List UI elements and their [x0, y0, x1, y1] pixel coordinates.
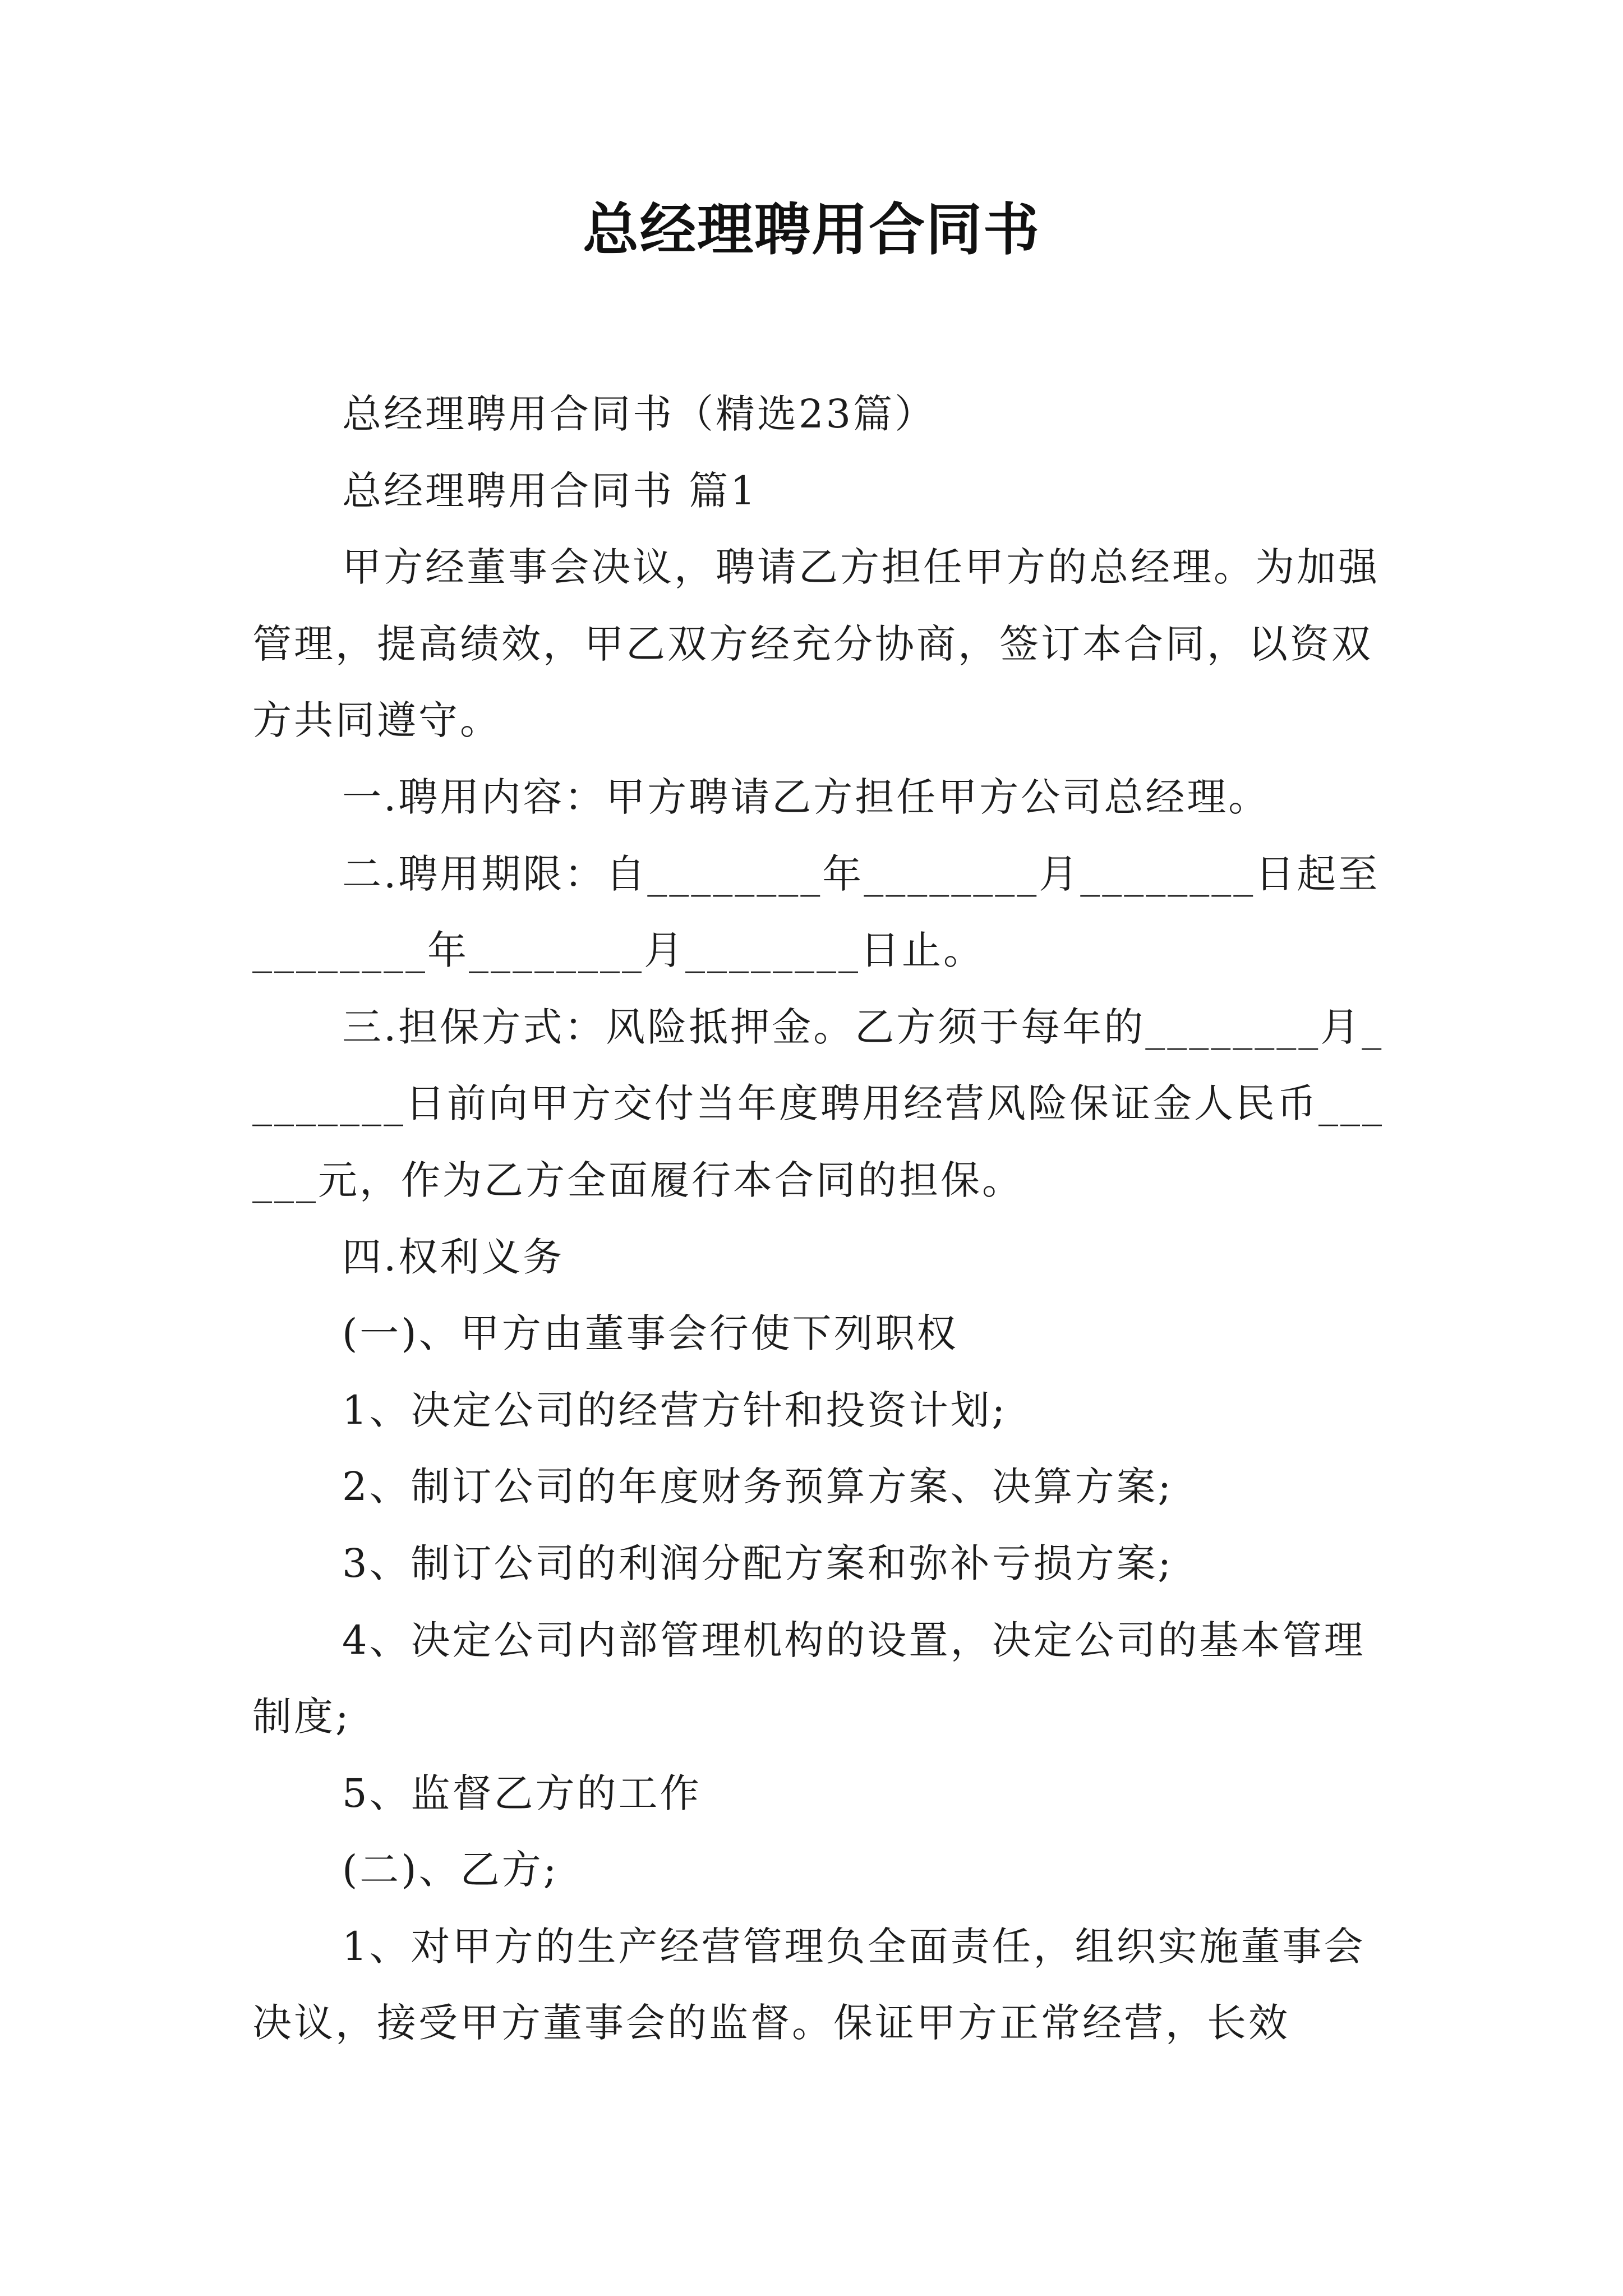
- paragraph-preamble: 甲方经董事会决议，聘请乙方担任甲方的总经理。为加强管理，提高绩效，甲乙双方经充分协商，签订本合同，以资双方共同遵守。: [252, 544, 1380, 744]
- paragraph-clause-2: 二.聘用期限：自________年________月________日起至________年________月________日止。: [252, 850, 1380, 974]
- paragraph-party-a-item-3: 3、制订公司的利润分配方案和弥补亏损方案;: [342, 1540, 1174, 1586]
- document-title: 总经理聘用合同书: [583, 197, 1040, 263]
- paragraph-party-a-item-2: 2、制订公司的年度财务预算方案、决算方案;: [342, 1464, 1174, 1510]
- paragraph-subtitle: 总经理聘用合同书（精选23篇）: [342, 391, 937, 437]
- paragraph-section-heading: 总经理聘用合同书 篇1: [342, 467, 758, 514]
- document-body: [252, 376, 1396, 2062]
- paragraph-party-b-item-1: 1、对甲方的生产经营管理负全面责任，组织实施董事会决议，接受甲方董事会的监督。保证甲方正常经营，长效: [252, 1923, 1366, 2046]
- paragraph-party-a-item-1: 1、决定公司的经营方针和投资计划;: [342, 1387, 1008, 1433]
- paragraph-party-b-heading: (二)、乙方;: [342, 1847, 559, 1893]
- paragraph-party-a-item-4: 4、决定公司内部管理机构的设置，决定公司的基本管理制度;: [252, 1617, 1366, 1740]
- paragraph-clause-3: 三.担保方式：风险抵押金。乙方须于每年的________月________日前向甲方交付当年度聘用经营风险保证金人民币______元，作为乙方全面履行本合同的担保。: [252, 1004, 1384, 1203]
- paragraph-clause-1: 一.聘用内容：甲方聘请乙方担任甲方公司总经理。: [342, 774, 1270, 820]
- paragraph-clause-4: 四.权利义务: [342, 1234, 565, 1280]
- paragraph-party-a-item-5: 5、监督乙方的工作: [342, 1770, 702, 1816]
- paragraph-party-a-heading: (一)、甲方由董事会行使下列职权: [342, 1310, 958, 1357]
